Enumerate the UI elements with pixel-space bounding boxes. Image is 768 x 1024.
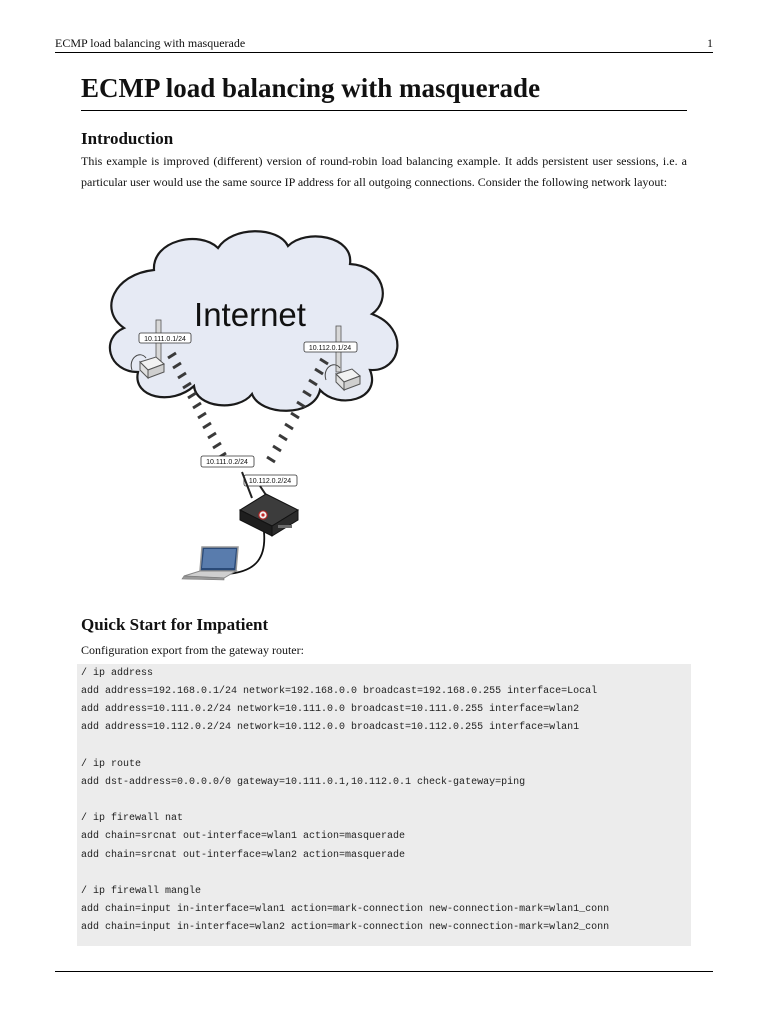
page-title: ECMP load balancing with masquerade [81, 70, 687, 111]
ip-label-wlan2 [201, 456, 254, 467]
ip-label-wlan1 [244, 475, 297, 486]
cloud-label: Internet [194, 296, 306, 333]
laptop-icon [182, 547, 238, 580]
code-line: add address=10.111.0.2/24 network=10.111.0.0 broadcast=10.111.0.255 interface=wlan2 [81, 704, 580, 715]
code-line: / ip firewall mangle [81, 886, 202, 897]
config-intro-paragraph: Configuration export from the gateway router: [81, 643, 304, 657]
code-line: add chain=srcnat out-interface=wlan2 action=masquerade [81, 850, 406, 861]
code-line: / ip firewall nat [81, 813, 184, 824]
page-number: 1 [707, 36, 713, 50]
ip-label-wlan1-text: 10.112.0.2/24 [248, 478, 292, 485]
ip-label-ap1-text: 10.111.0.1/24 [144, 336, 186, 343]
ip-label-ap2 [304, 342, 357, 352]
router-device [240, 494, 298, 536]
code-line: add address=192.168.0.1/24 network=192.168.0.0 broadcast=192.168.0.255 interface=Local [81, 686, 598, 697]
network-diagram [92, 222, 412, 584]
ip-label-ap2-text: 10.112.0.1/24 [308, 345, 352, 352]
running-header-title: ECMP load balancing with masquerade [55, 36, 246, 50]
ip-label-ap1 [139, 333, 191, 343]
footer-rule [55, 971, 713, 972]
section-heading-introduction: Introduction [81, 129, 174, 148]
code-line: / ip route [81, 759, 142, 770]
code-line: add address=10.112.0.2/24 network=10.112.0.0 broadcast=10.112.0.255 interface=wlan1 [81, 722, 580, 733]
code-line: add dst-address=0.0.0.0/0 gateway=10.111.0.1,10.112.0.1 check-gateway=ping [81, 777, 526, 788]
section-heading-quick-start: Quick Start for Impatient [81, 615, 269, 634]
code-line: add chain=input in-interface=wlan2 action=mark-connection new-connection-mark=wlan2_conn [81, 922, 610, 933]
code-line: / ip address [81, 668, 154, 679]
running-header [55, 35, 713, 53]
intro-paragraph: This example is improved (different) version of round-robin load balancing example. It adds persistent user sessions, i.e. a particular user would use the same source IP address for all outgoing connections. Consider the following network layout: [81, 154, 687, 189]
code-line: add chain=input in-interface=wlan1 action=mark-connection new-connection-mark=wlan1_conn [81, 904, 610, 915]
code-line: add chain=srcnat out-interface=wlan1 action=masquerade [81, 831, 406, 842]
ip-label-wlan2-text: 10.111.0.2/24 [206, 459, 248, 466]
code-block [77, 664, 691, 946]
